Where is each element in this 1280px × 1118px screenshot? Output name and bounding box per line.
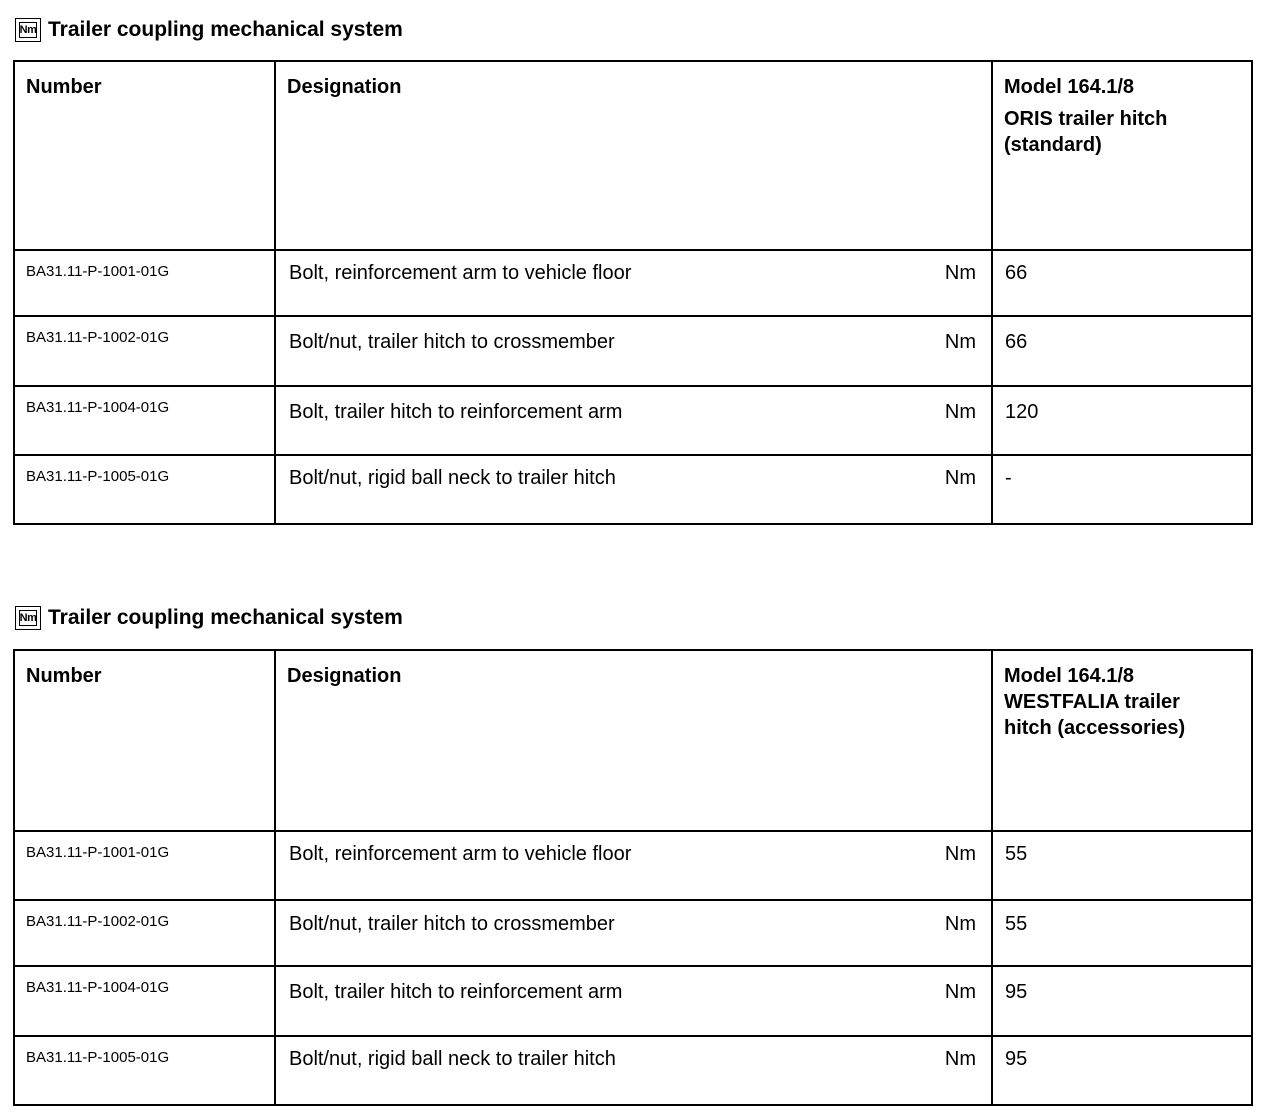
row-number: BA31.11-P-1005-01G: [14, 1036, 275, 1105]
row-number: BA31.11-P-1002-01G: [14, 900, 275, 966]
table-row: [14, 966, 1252, 1036]
section-title: [15, 605, 403, 631]
row-unit: Nm: [944, 1048, 976, 1070]
row-unit: Nm: [944, 467, 976, 489]
torque-nm-icon: Nm: [15, 606, 41, 630]
row-designation: Bolt, reinforcement arm to vehicle floor Nm: [275, 831, 992, 900]
table-row: [14, 900, 1252, 966]
row-number: BA31.11-P-1002-01G: [14, 316, 275, 386]
row-designation: Bolt/nut, rigid ball neck to trailer hitch Nm: [275, 1036, 992, 1105]
torque-table: [13, 60, 1253, 525]
header-model: [992, 61, 1252, 250]
row-unit: Nm: [944, 262, 976, 284]
table-row: [14, 386, 1252, 455]
row-unit: Nm: [944, 843, 976, 865]
table-row: [14, 455, 1252, 524]
header-model-variant: WESTFALIA trailer hitch (accessories): [1004, 691, 1186, 739]
row-designation: Bolt/nut, rigid ball neck to trailer hitch Nm: [275, 455, 992, 524]
row-number: BA31.11-P-1001-01G: [14, 831, 275, 900]
header-designation: Designation: [275, 650, 992, 831]
header-designation: Designation: [275, 61, 992, 250]
header-number: Number: [14, 650, 275, 831]
header-model-variant: ORIS trailer hitch (standard): [1004, 108, 1168, 156]
header-model-name: Model 164.1/8: [1004, 665, 1135, 687]
row-designation: Bolt, reinforcement arm to vehicle floor Nm: [275, 250, 992, 316]
row-value: 66: [992, 316, 1252, 386]
row-value: 95: [992, 966, 1252, 1036]
section-title-text: Trailer coupling mechanical system: [48, 606, 403, 629]
row-unit: Nm: [944, 913, 976, 935]
table-header-row: [14, 61, 1252, 250]
row-value: 55: [992, 900, 1252, 966]
torque-table: [13, 649, 1253, 1106]
header-model-name: Model 164.1/8: [1004, 76, 1135, 98]
row-value: 55: [992, 831, 1252, 900]
row-value: 120: [992, 386, 1252, 455]
section-title: [15, 17, 403, 43]
row-number: BA31.11-P-1001-01G: [14, 250, 275, 316]
table-header-row: [14, 650, 1252, 831]
table-row: [14, 1036, 1252, 1105]
row-number: BA31.11-P-1004-01G: [14, 966, 275, 1036]
row-number: BA31.11-P-1005-01G: [14, 455, 275, 524]
row-designation: Bolt, trailer hitch to reinforcement arm Nm: [275, 386, 992, 455]
row-value: 95: [992, 1036, 1252, 1105]
row-unit: Nm: [944, 981, 976, 1003]
row-value: 66: [992, 250, 1252, 316]
row-designation: Bolt/nut, trailer hitch to crossmember Nm: [275, 900, 992, 966]
table-row: [14, 316, 1252, 386]
row-unit: Nm: [944, 401, 976, 423]
table-row: [14, 831, 1252, 900]
table-row: [14, 250, 1252, 316]
section-title-text: Trailer coupling mechanical system: [48, 18, 403, 41]
torque-nm-icon: Nm: [15, 18, 41, 42]
header-number: Number: [14, 61, 275, 250]
row-designation: Bolt/nut, trailer hitch to crossmember Nm: [275, 316, 992, 386]
header-model: [992, 650, 1252, 831]
row-number: BA31.11-P-1004-01G: [14, 386, 275, 455]
row-designation: Bolt, trailer hitch to reinforcement arm Nm: [275, 966, 992, 1036]
row-value: -: [992, 455, 1252, 524]
row-unit: Nm: [944, 331, 976, 353]
